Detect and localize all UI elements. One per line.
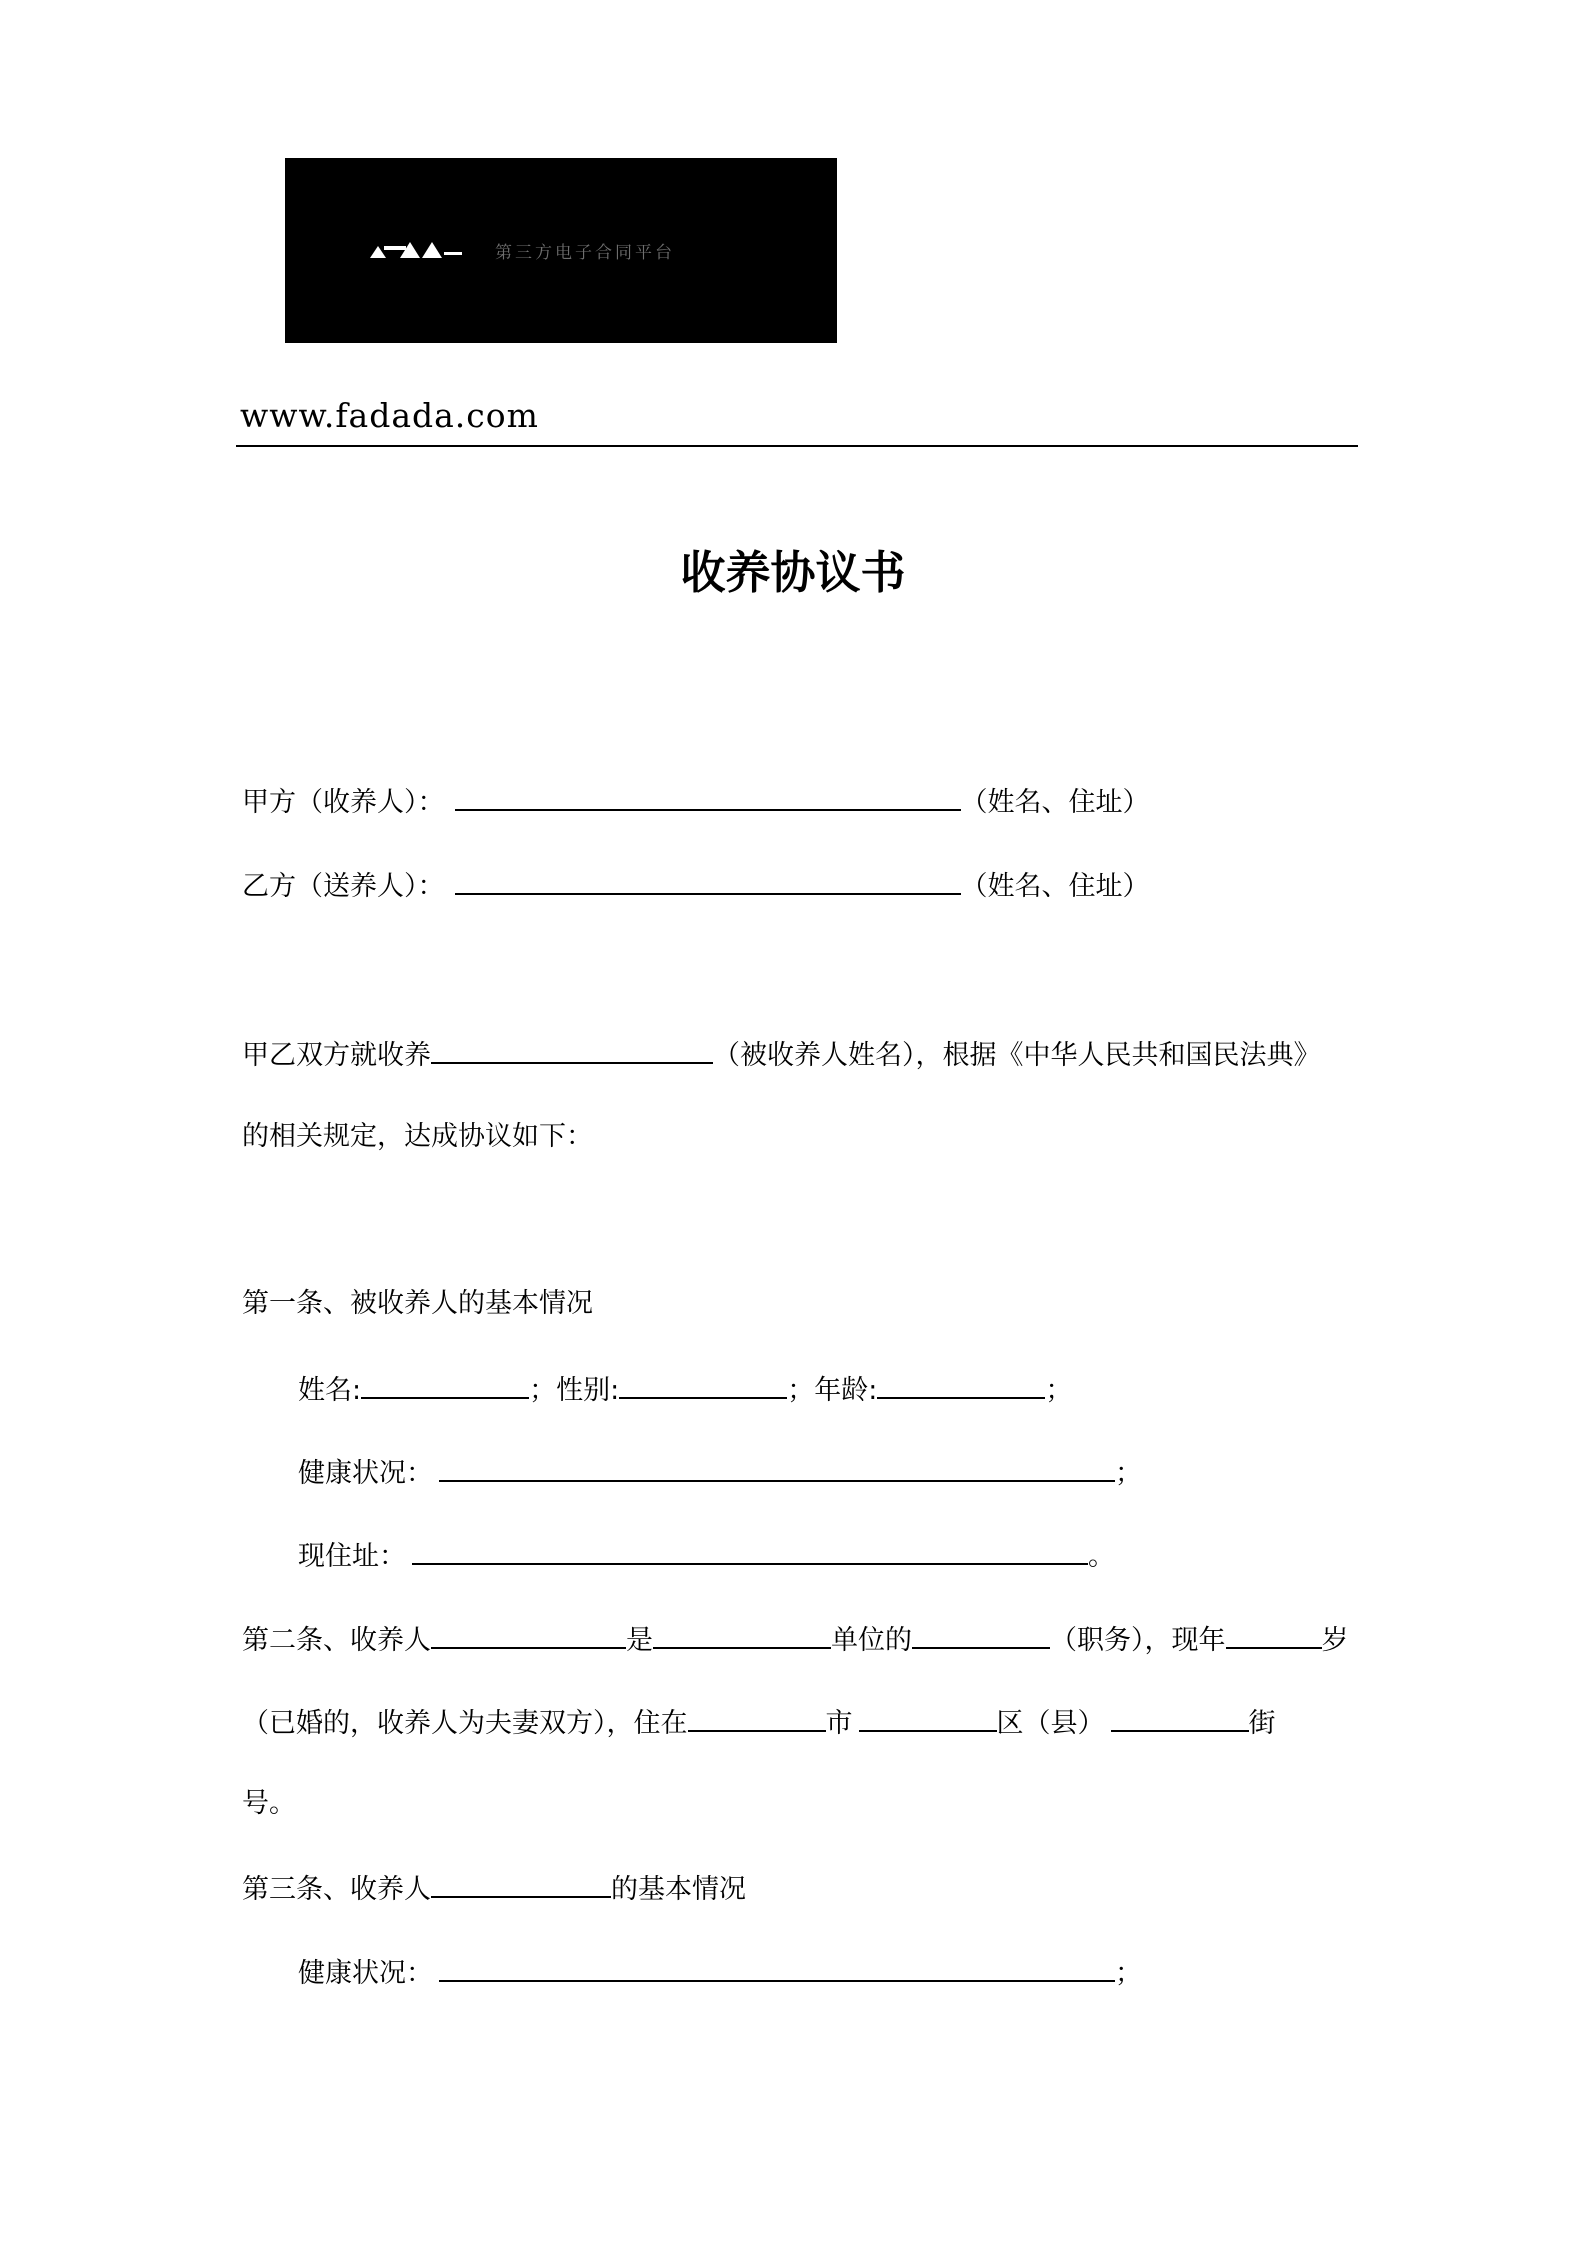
adopter-position-field[interactable]: [912, 1621, 1050, 1649]
party-a-label: 甲方（收养人）：: [242, 787, 445, 818]
street-field[interactable]: [1111, 1704, 1249, 1732]
article-2-line-2: [242, 1704, 1276, 1741]
party-a-hint: （姓名、住址）: [960, 787, 1150, 818]
article-3-t2: 的基本情况: [611, 1874, 746, 1905]
party-a-row: [242, 783, 1150, 820]
preamble-text-2: （被收养人姓名），根据《中华人民共和国民法典》: [713, 1040, 1321, 1071]
article-2-t6: （已婚的，收养人为夫妻双方），住在: [242, 1708, 688, 1739]
health-semicolon: ；: [1115, 1458, 1142, 1489]
adoptee-name-field[interactable]: [361, 1371, 529, 1399]
party-b-label: 乙方（送养人）：: [242, 871, 445, 902]
article-1-basic-row: [298, 1371, 1072, 1408]
age-label: ；年龄:: [787, 1375, 878, 1406]
article-2-line-1: [242, 1621, 1349, 1658]
article-2-t7: 市: [825, 1708, 853, 1739]
name-label: 姓名:: [298, 1375, 362, 1406]
article-3-health-row: [298, 1954, 1142, 1991]
fadada-logo-icon: [370, 240, 462, 258]
article-3-semicolon: ；: [1115, 1958, 1142, 1989]
adoptee-gender-field[interactable]: [619, 1371, 787, 1399]
adoptee-age-field[interactable]: [877, 1371, 1045, 1399]
address-period: 。: [1088, 1541, 1115, 1572]
article-2-t8: 区（县）: [996, 1708, 1105, 1739]
party-b-row: [242, 867, 1150, 904]
logo-tagline: 第三方电子合同平台: [495, 243, 675, 263]
article-2-line-3: 号。: [242, 1788, 296, 1819]
article-1-health-row: [298, 1454, 1142, 1491]
party-a-blank[interactable]: [455, 783, 961, 811]
article-2-t3: 单位的: [831, 1625, 912, 1656]
district-field[interactable]: [859, 1704, 997, 1732]
city-field[interactable]: [688, 1704, 826, 1732]
address-label: 现住址：: [298, 1541, 406, 1572]
article-3-t1: 第三条、收养人: [242, 1874, 431, 1905]
article-3-health-label: 健康状况：: [298, 1958, 433, 1989]
age-semicolon: ；: [1045, 1375, 1073, 1406]
adoptee-name-blank[interactable]: [431, 1036, 713, 1064]
party-b-hint: （姓名、住址）: [960, 871, 1150, 902]
adopter-employer-field[interactable]: [653, 1621, 831, 1649]
preamble-line-2: [242, 1120, 593, 1154]
website-url[interactable]: www.fadada.com: [240, 396, 539, 435]
adopter-age-field[interactable]: [1226, 1621, 1322, 1649]
article-2-t4: （职务），现年: [1050, 1625, 1226, 1656]
header-divider: [236, 445, 1358, 447]
party-b-blank[interactable]: [455, 867, 961, 895]
preamble-line-1: [242, 1036, 1321, 1073]
adopter-name-field[interactable]: [431, 1621, 626, 1649]
preamble-text-1: 甲乙双方就收养: [242, 1040, 431, 1071]
article-3-adopter-field[interactable]: [431, 1870, 611, 1898]
adoptee-health-field[interactable]: [439, 1454, 1115, 1482]
company-logo: [285, 158, 837, 343]
article-2-t9: 街: [1248, 1708, 1276, 1739]
adoptee-address-field[interactable]: [412, 1537, 1088, 1565]
article-3-line-1: [242, 1870, 746, 1907]
article-2-t2: 是: [626, 1625, 653, 1656]
gender-label: ；性别:: [529, 1375, 620, 1406]
document-title: 收养协议书: [680, 546, 906, 599]
article-2-t1: 第二条、收养人: [242, 1625, 431, 1656]
article-1-address-row: [298, 1537, 1115, 1574]
health-label: 健康状况：: [298, 1458, 433, 1489]
article-1-heading: 第一条、被收养人的基本情况: [242, 1288, 593, 1319]
adopter-health-field[interactable]: [439, 1954, 1115, 1982]
article-2-t5: 岁: [1321, 1625, 1349, 1656]
preamble-text-3: 的相关规定，达成协议如下：: [242, 1121, 593, 1152]
